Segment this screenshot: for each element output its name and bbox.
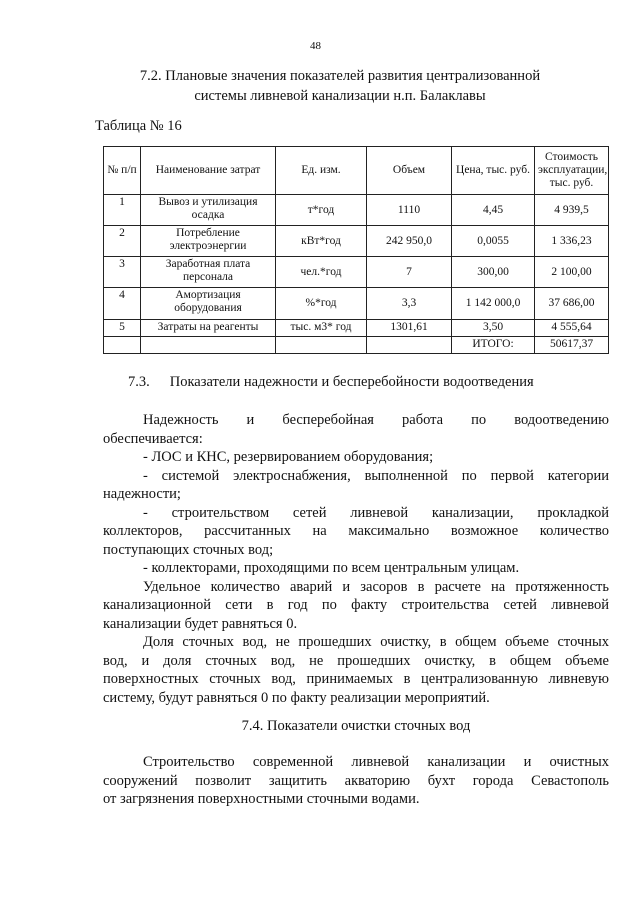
table-cell: 0,0055: [452, 226, 535, 257]
table-cell: [141, 336, 276, 353]
table-cell: 4: [104, 288, 141, 319]
table-cell: Затраты на реагенты: [141, 319, 276, 336]
table-cell: 37 686,00: [535, 288, 609, 319]
table-cell: т*год: [276, 195, 367, 226]
section-heading-7-2: [80, 66, 600, 106]
header-cell: Цена, тыс. руб.: [452, 147, 535, 195]
table-cell: 3,50: [452, 319, 535, 336]
table-row: [104, 288, 609, 319]
table-cell: Потребление электроэнергии: [141, 226, 276, 257]
text-line: систему, будут равняться 0 по факту реализации мероприятий.: [103, 689, 490, 706]
header-cell: № п/п: [104, 147, 141, 195]
text-line: Строительство современной ливневой канализации и очистных: [143, 754, 609, 770]
table-cell: 4 939,5: [535, 195, 609, 226]
table-cell: 3: [104, 257, 141, 288]
table-row: [104, 257, 609, 288]
text-line: - строительством сетей ливневой канализации, прокладкой: [143, 504, 609, 521]
cleaning-paragraph: [103, 753, 609, 809]
table-cell: Заработная плата персонала: [141, 257, 276, 288]
text-line: поступающих сточных вод;: [103, 541, 274, 558]
page-number: 48: [310, 40, 321, 52]
heading-text: Показатели надежности и бесперебойности водоотведения: [169, 374, 534, 390]
heading-line: системы ливневой канализации н.п. Балаклавы: [194, 88, 486, 104]
table-cell: 1 336,23: [535, 226, 609, 257]
table-cell: 242 950,0: [367, 226, 452, 257]
table-cell: [104, 336, 141, 353]
header-cell: Наименование затрат: [141, 147, 276, 195]
table-cell: %*год: [276, 288, 367, 319]
text-line: надежности;: [103, 486, 181, 502]
text-line: сооружений позволит защитить акваторию бухт города Севастополь: [103, 772, 609, 789]
table-cell: 1301,61: [367, 319, 452, 336]
heading-line: 7.2. Плановые значения показателей развития централизованной: [139, 68, 541, 84]
table-cell: тыс. м3* год: [276, 319, 367, 336]
table-cell: 3,3: [367, 288, 452, 319]
table-total-row: [104, 336, 609, 353]
header-cell: Стоимость эксплуатации, тыс. руб.: [535, 147, 609, 195]
table-cell: 1 142 000,0: [452, 288, 535, 319]
text-line: канализационной сети в год по факту строительства сетей ливневой: [103, 597, 609, 613]
text-line: Надежность и бесперебойная работа по водоотведению: [143, 412, 609, 428]
table-row: [104, 226, 609, 257]
table-row: [104, 319, 609, 336]
table-cell: 7: [367, 257, 452, 288]
text-line: Доля сточных вод, не прошедших очистку, в общем объеме сточных: [143, 634, 609, 650]
reliability-paragraphs: [103, 411, 609, 707]
text-line: - системой электроснабжения, выполненной по первой категории: [143, 467, 609, 484]
table-header-row: [104, 147, 609, 195]
header-cell: Объем: [367, 147, 452, 195]
text-line: вод, и доля сточных вод, не прошедших очистку, в общем объеме: [103, 652, 609, 669]
text-line: обеспечивается:: [103, 430, 203, 447]
text-line: поверхностных сточных вод, принимаемых в централизованную ливневую: [103, 671, 609, 687]
costs-table: [103, 146, 609, 354]
table-cell: 2 100,00: [535, 257, 609, 288]
list-item: - коллекторами, проходящими по всем центральным улицам.: [143, 560, 520, 576]
table-cell: 300,00: [452, 257, 535, 288]
total-value: 50617,37: [535, 336, 609, 353]
table-cell: Вывоз и утилизация осадка: [141, 195, 276, 226]
table-row: [104, 195, 609, 226]
text-line: коллекторов, рассчитанных на максимально возможное количество: [103, 523, 609, 539]
text-line: Удельное количество аварий и засоров в расчете на протяженность: [143, 578, 609, 595]
table-cell: 1110: [367, 195, 452, 226]
list-item: - ЛОС и КНС, резервированием оборудования;: [143, 449, 434, 465]
heading-number: 7.3.: [128, 374, 150, 390]
section-heading-7-4: 7.4. Показатели очистки сточных вод: [241, 718, 471, 734]
total-label: ИТОГО:: [452, 336, 535, 353]
header-cell: Ед. изм.: [276, 147, 367, 195]
section-heading-7-3: [128, 374, 534, 391]
table-cell: кВт*год: [276, 226, 367, 257]
table-cell: [367, 336, 452, 353]
table-label: Таблица № 16: [95, 118, 182, 134]
table-cell: чел.*год: [276, 257, 367, 288]
text-line: канализации будет равняться 0.: [103, 615, 298, 632]
text-line: от загрязнения поверхностными сточными водами.: [103, 791, 420, 807]
table-cell: 1: [104, 195, 141, 226]
table-cell: 5: [104, 319, 141, 336]
table-cell: [276, 336, 367, 353]
table-cell: 4,45: [452, 195, 535, 226]
table-cell: 2: [104, 226, 141, 257]
table-cell: 4 555,64: [535, 319, 609, 336]
table-cell: Амортизация оборудования: [141, 288, 276, 319]
